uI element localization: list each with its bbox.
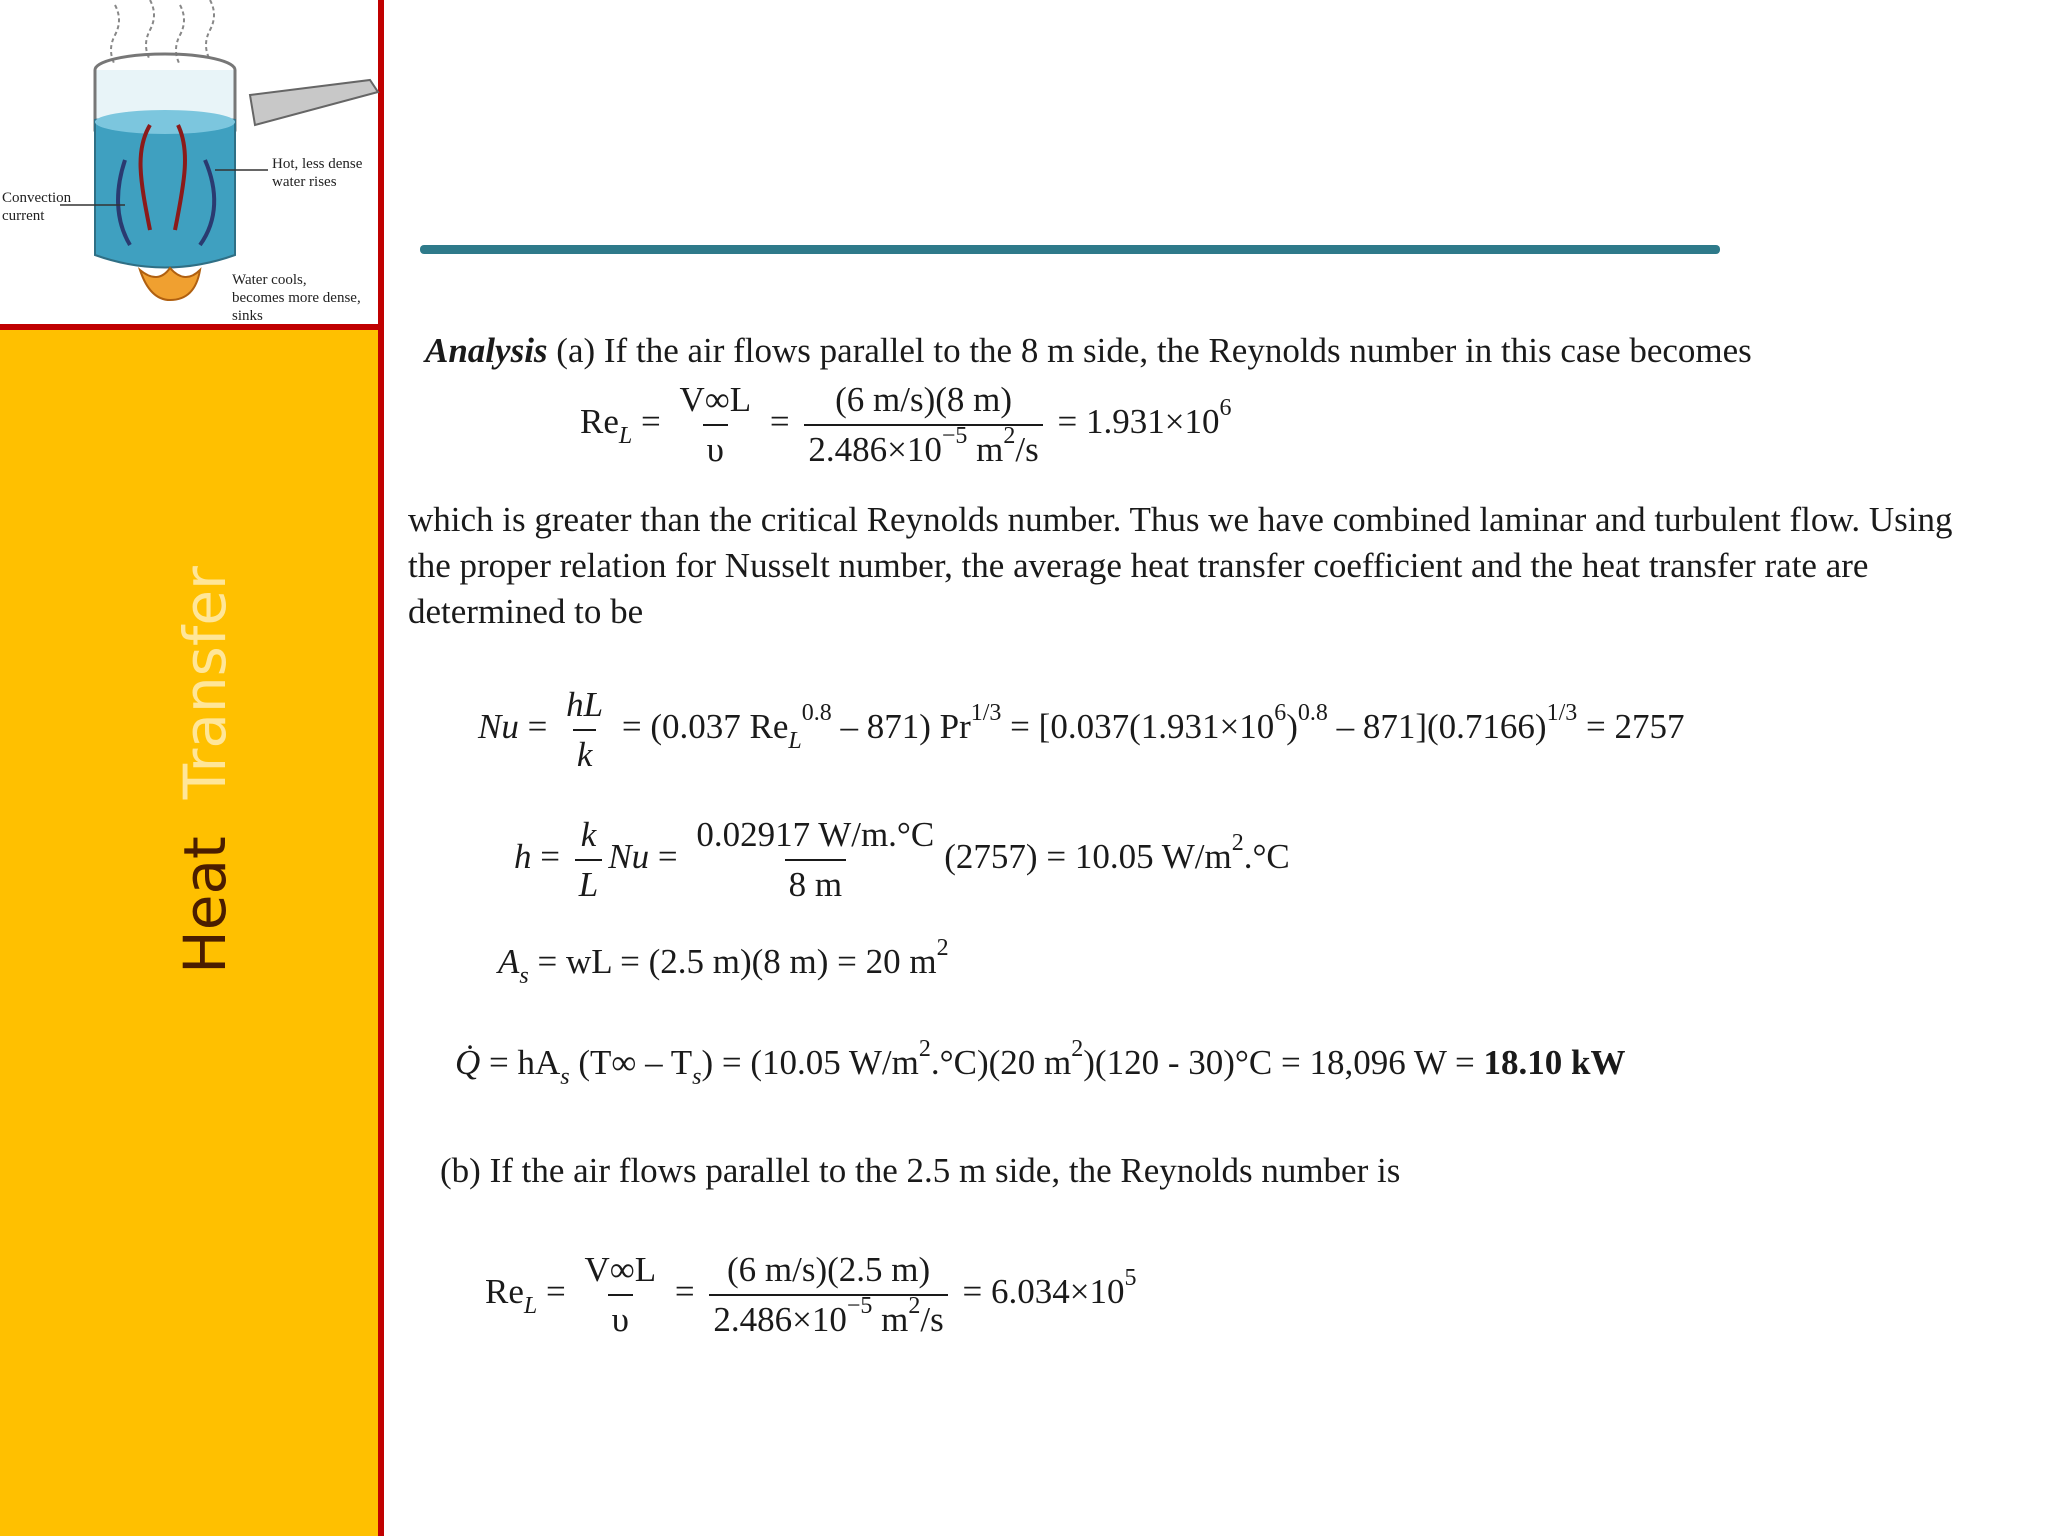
part-b-intro [440,1148,1400,1194]
part-b-label: (b) [440,1151,481,1190]
equation-reynolds-b: $Re_L$ = $\frac{V\infty L}{\upsilon}$ = $\frac{(6 m/s)(2.5 m)}{2.486\times 10^{-5} m^2/s}$ = $6.034\times 10^5$ [485,1250,1137,1339]
equation-h-coefficient: h = $\frac{k}{L}$ Nu = $\frac{0.02917 W/m.^\circ C}{8 m}$ (2757) = 10.05 $W/m^2.^\circ C$ [514,815,1290,904]
equation-surface-area: $A_s$ = wL = (2.5 m)(8 m) = 20 $m^2$ [498,935,949,989]
label-hot-2: water rises [272,174,337,190]
label-hot: Hot, less dense [272,156,363,172]
analysis-label: Analysis [425,331,548,370]
intro-a-text: If the air flows parallel to the 8 m side, the Reynolds number in this case becomes [595,331,1752,370]
paragraph-combined-flow: which is greater than the critical Reynolds number. Thus we have combined laminar and turbulent flow. Using the proper relation for Nusselt number, the average heat transfer coefficient and the heat transfer rate are determined to be [408,500,1953,631]
label-cool-2: becomes more dense, [232,290,361,306]
analysis-intro [425,328,1752,374]
sidebar-title-word1: Heat [171,836,239,974]
part-a-label: (a) [556,331,596,370]
equation-heat-rate: Q̇ = $hA_s$ $(T\infty - T_s) = (10.05$ $W/m^2.^\circ C)(20$ $m^2)(120 - 30)^\circ C = 18,096$ W = 18.10 kW [455,1036,1626,1090]
equation-reynolds-a: $Re_L$ = $\frac{V\infty L}{\upsilon}$ = $\frac{(6 m/s)(8 m)}{2.486\times 10^{-5} m^2/s}$ = $1.931\times 10^6$ [580,380,1232,469]
equation-nusselt: Nu = $\frac{hL}{k}$ = (0.037 $Re_L^{0.8} - 871$) $Pr^{1/3} = [0.037(1.931\times 10^6)^{0.8} - 871](0.7166)^{1/3} = 2757$ [478,685,1685,774]
label-convection: Convection [2,190,72,206]
convection-illustration [0,0,384,330]
label-cool-3: sinks [232,308,263,324]
label-cool: Water cools, [232,272,307,288]
label-convection-2: current [2,208,45,224]
sidebar-title-word2: Transfer [171,566,239,800]
header-rule [420,245,1720,254]
intro-b-text: If the air flows parallel to the 2.5 m side, the Reynolds number is [480,1151,1401,1190]
sidebar-title [171,566,239,974]
heat-rate-result: 18.10 kW [1483,1043,1626,1082]
